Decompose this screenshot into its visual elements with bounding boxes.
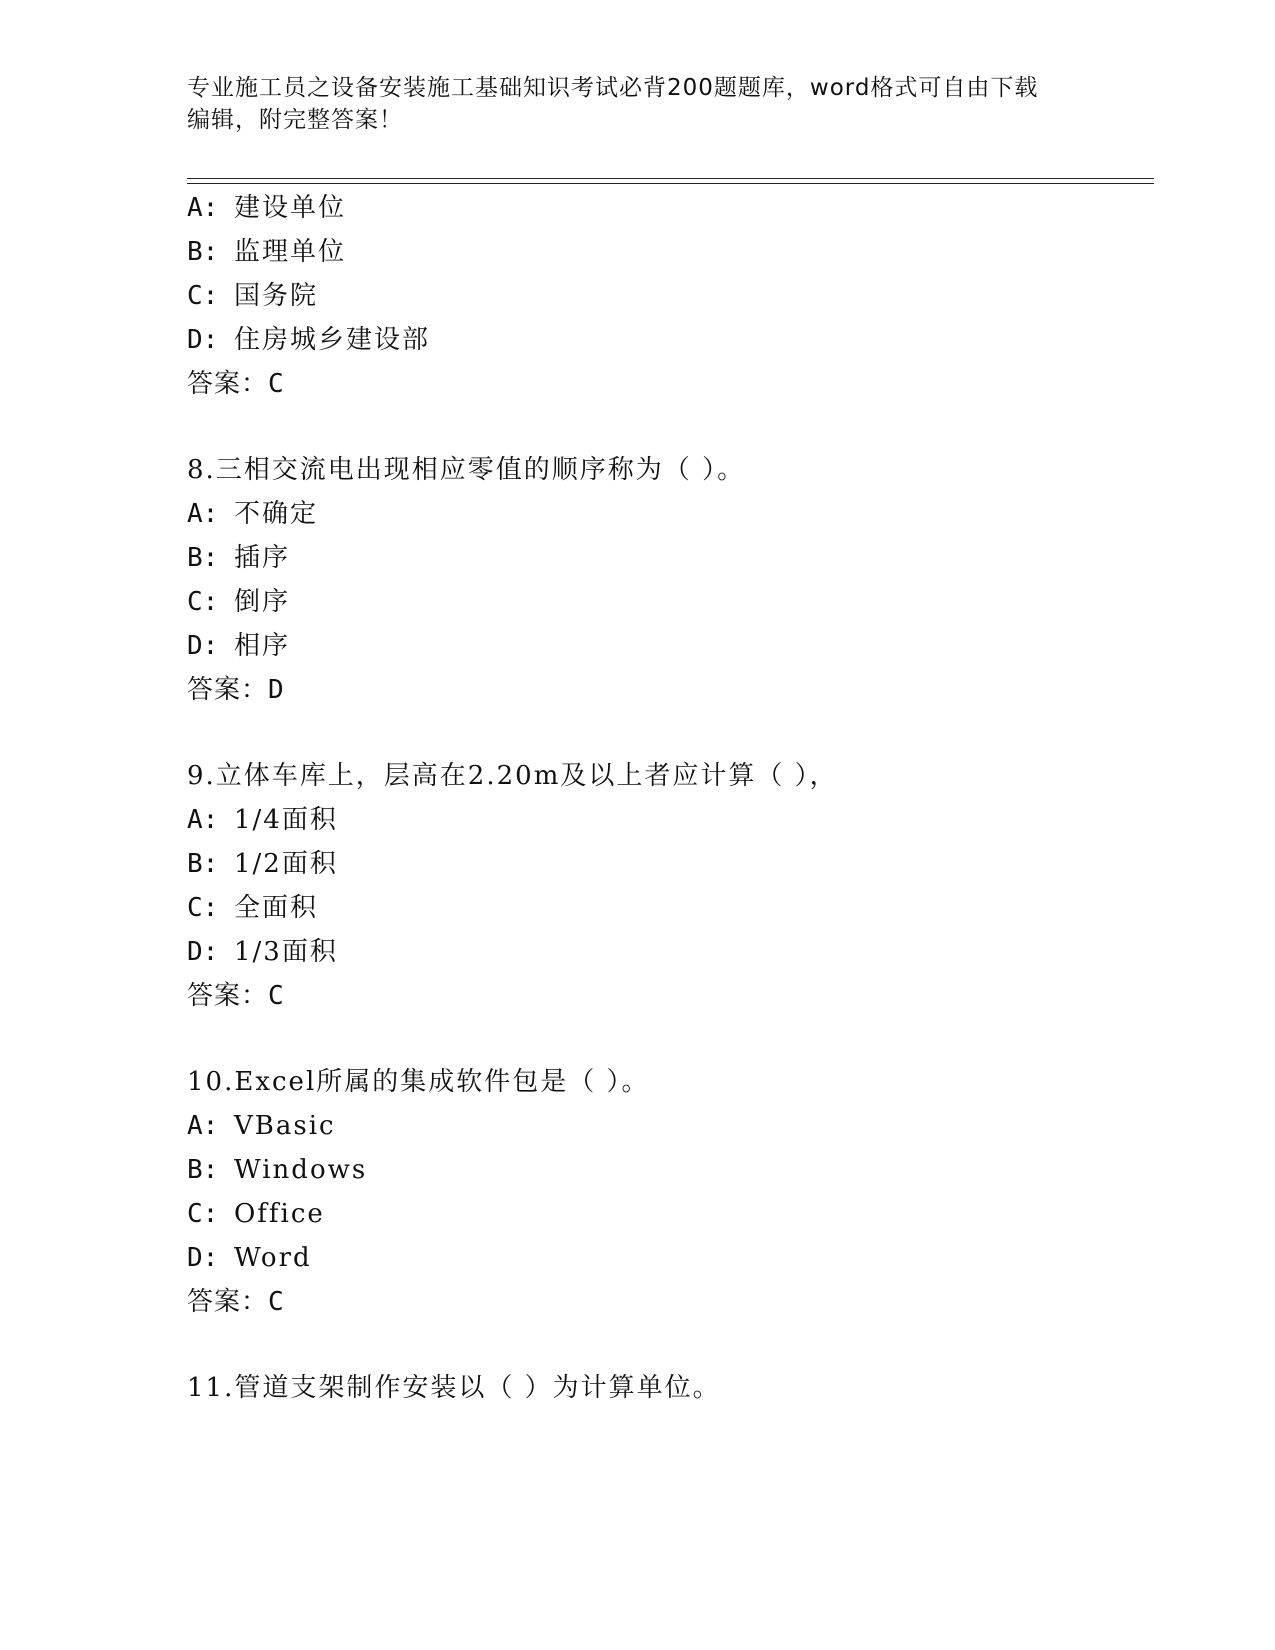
header-divider-bottom — [187, 183, 1154, 184]
option-b — [187, 848, 338, 880]
option-text: 不确定 — [233, 499, 318, 529]
option-prefix: C: — [187, 1199, 234, 1229]
option-a — [187, 498, 318, 530]
answer-label: 答案： — [187, 981, 269, 1011]
option-text: 全面积 — [233, 893, 318, 923]
option-text: 相序 — [233, 631, 290, 661]
option-text: 1/3面积 — [233, 937, 338, 967]
question-9: 9.立体车库上，层高在2.20m及以上者应计算（ ）， — [187, 761, 838, 791]
answer-value: D — [268, 675, 285, 705]
option-d — [187, 1242, 312, 1274]
question-10: 10.Excel所属的集成软件包是（ ）。 — [187, 1067, 650, 1097]
option-prefix: D: — [187, 937, 234, 967]
option-a — [187, 804, 338, 836]
option-prefix: A: — [187, 499, 234, 529]
option-text: Office — [233, 1199, 325, 1229]
option-d — [187, 324, 430, 356]
answer-line — [187, 674, 285, 706]
option-text: VBasic — [233, 1111, 336, 1141]
answer-value: C — [268, 981, 285, 1011]
option-text: 1/2面积 — [233, 849, 338, 879]
option-prefix: C: — [187, 893, 234, 923]
option-text: 插序 — [233, 543, 290, 573]
option-text: 住房城乡建设部 — [233, 325, 430, 355]
option-prefix: D: — [187, 1243, 234, 1273]
option-text: 监理单位 — [233, 237, 346, 267]
option-b — [187, 236, 346, 268]
answer-line — [187, 368, 285, 400]
option-prefix: A: — [187, 805, 234, 835]
header-title-line-2: 编辑，附完整答案！ — [187, 107, 403, 133]
option-b — [187, 1154, 367, 1186]
answer-line — [187, 980, 285, 1012]
option-prefix: D: — [187, 631, 234, 661]
option-d — [187, 936, 338, 968]
header-title-line-1: 专业施工员之设备安装施工基础知识考试必背200题题库，word格式可自由下载 — [187, 75, 1039, 101]
option-prefix: D: — [187, 325, 234, 355]
option-c — [187, 1198, 325, 1230]
option-c — [187, 892, 318, 924]
answer-value: C — [268, 369, 285, 399]
option-prefix: B: — [187, 1155, 234, 1185]
option-c — [187, 280, 318, 312]
option-prefix: A: — [187, 193, 234, 223]
option-prefix: B: — [187, 543, 234, 573]
header-divider-top — [187, 178, 1154, 179]
option-text: 倒序 — [233, 587, 290, 617]
question-11: 11.管道支架制作安装以（ ）为计算单位。 — [187, 1373, 721, 1403]
document-header — [187, 72, 1087, 136]
answer-value: C — [268, 1287, 285, 1317]
answer-line — [187, 1286, 285, 1318]
option-a — [187, 1110, 336, 1142]
option-prefix: C: — [187, 281, 234, 311]
option-c — [187, 586, 290, 618]
option-text: 国务院 — [233, 281, 318, 311]
option-prefix: A: — [187, 1111, 234, 1141]
answer-label: 答案： — [187, 1287, 269, 1317]
option-b — [187, 542, 290, 574]
option-a — [187, 192, 346, 224]
option-text: 建设单位 — [233, 193, 346, 223]
option-prefix: B: — [187, 849, 234, 879]
question-8: 8.三相交流电出现相应零值的顺序称为（ ）。 — [187, 455, 746, 485]
option-text: 1/4面积 — [233, 805, 338, 835]
option-prefix: C: — [187, 587, 234, 617]
option-d — [187, 630, 290, 662]
option-text: Windows — [233, 1155, 368, 1185]
option-text: Word — [233, 1243, 312, 1273]
option-prefix: B: — [187, 237, 234, 267]
answer-label: 答案： — [187, 369, 269, 399]
answer-label: 答案： — [187, 675, 269, 705]
